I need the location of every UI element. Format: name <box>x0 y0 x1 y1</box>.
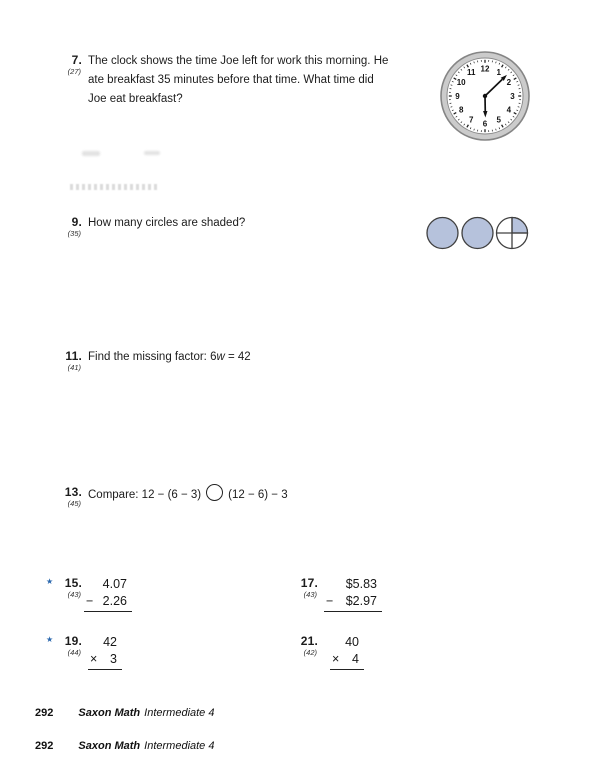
math-variable: w <box>216 351 225 363</box>
problem-number: 17. <box>300 576 318 590</box>
comparison-circle <box>206 484 223 501</box>
problem-21 <box>292 634 318 657</box>
stacked-subtraction <box>324 576 382 612</box>
subtrahend-line <box>324 593 382 612</box>
problem-number: 9. <box>71 215 82 229</box>
problem-reference: (44) <box>67 648 81 657</box>
problem-text <box>88 484 448 505</box>
problem-text <box>88 214 388 233</box>
operator-sign: × <box>90 652 98 666</box>
operand: $2.97 <box>345 594 377 608</box>
problem-text <box>88 52 418 109</box>
stacked-subtraction <box>84 576 132 612</box>
problem-number: 7. <box>71 53 82 67</box>
problem-text <box>88 348 418 367</box>
svg-text:12: 12 <box>480 64 490 74</box>
problem-number-column <box>56 349 82 372</box>
footer-book-title <box>78 740 214 752</box>
shaded-circle <box>427 218 458 249</box>
page-footer <box>35 707 214 719</box>
problem-text-line: How many circles are shaded? <box>88 217 246 229</box>
svg-text:4: 4 <box>506 105 512 115</box>
quarter-shaded-circle <box>497 218 528 249</box>
footer-page-number: 292 <box>35 740 54 752</box>
problem-text-segment: Find the missing factor: 6 <box>88 351 217 363</box>
problem-number: 13. <box>64 485 82 499</box>
problem-reference: (41) <box>67 363 81 372</box>
problem-number-column <box>46 634 82 657</box>
operand: 3 <box>110 652 117 666</box>
problem-7 <box>56 53 418 109</box>
stacked-multiplication <box>330 634 364 670</box>
footer-book-title <box>78 707 214 719</box>
problem-number: 19. <box>64 634 82 648</box>
problem-text-line: Joe eat breakfast? <box>88 93 183 105</box>
minuend: 4.07 <box>102 577 127 591</box>
problem-number: 11. <box>65 349 82 363</box>
shaded-circle <box>462 218 493 249</box>
operand: 4 <box>352 652 359 666</box>
problem-number-column <box>56 485 82 508</box>
problem-reference: (35) <box>67 229 81 238</box>
problem-reference: (43) <box>67 590 81 599</box>
star-icon: ★ <box>46 577 54 586</box>
problem-text-segment: (12 − 6) − 3 <box>228 489 288 501</box>
svg-text:10: 10 <box>456 78 466 88</box>
shaded-circles-figure <box>425 213 531 253</box>
svg-text:7: 7 <box>469 115 474 125</box>
footer-series-title: Saxon Math <box>78 707 141 719</box>
svg-text:6: 6 <box>482 119 488 129</box>
problem-number: 21. <box>300 634 318 648</box>
svg-text:11: 11 <box>467 67 476 77</box>
problem-number-column <box>292 634 318 657</box>
footer-series-title: Saxon Math <box>78 740 141 752</box>
problem-text-segment: Compare: 12 − (6 − 3) <box>88 489 202 501</box>
svg-text:3: 3 <box>510 91 515 101</box>
scan-artifact <box>144 151 160 155</box>
svg-text:2: 2 <box>506 78 512 88</box>
problem-reference: (43) <box>303 590 317 599</box>
minuend: $5.83 <box>345 577 377 591</box>
operator-sign: − <box>86 594 94 608</box>
problem-number-column <box>46 576 82 599</box>
operator-sign: − <box>326 594 334 608</box>
multiplicand: 40 <box>345 635 359 649</box>
problem-9 <box>56 215 388 238</box>
problem-number-column <box>56 53 82 76</box>
stacked-multiplication <box>88 634 122 670</box>
scan-artifact <box>70 184 158 190</box>
problem-19 <box>46 634 82 657</box>
problem-reference: (42) <box>303 648 317 657</box>
problem-11 <box>56 349 418 372</box>
svg-text:9: 9 <box>455 91 460 101</box>
operand: 2.26 <box>102 594 127 608</box>
problem-text-segment: = 42 <box>224 351 251 363</box>
problem-text-line: ate breakfast 35 minutes before that time. What time did <box>88 74 374 86</box>
footer-edition: Intermediate 4 <box>144 740 215 752</box>
problem-13 <box>56 485 448 508</box>
page-footer <box>35 740 214 752</box>
problem-15 <box>46 576 82 599</box>
svg-text:8: 8 <box>458 105 464 115</box>
problem-number-column <box>56 215 82 238</box>
scan-artifact <box>82 151 100 156</box>
svg-text:5: 5 <box>496 115 501 125</box>
footer-page-number: 292 <box>35 707 54 719</box>
problem-reference: (27) <box>67 67 81 76</box>
problem-17 <box>292 576 318 599</box>
problem-number: 15. <box>64 576 82 590</box>
shaded-quarter <box>512 218 528 234</box>
multiplier-line <box>330 651 364 670</box>
multiplier-line <box>88 651 122 670</box>
problem-reference: (45) <box>67 499 81 508</box>
svg-text:1: 1 <box>496 67 501 77</box>
clock-figure <box>437 50 533 142</box>
operator-sign: × <box>332 652 340 666</box>
footer-edition: Intermediate 4 <box>144 707 215 719</box>
problem-text-line: The clock shows the time Joe left for work this morning. He <box>88 55 389 67</box>
star-icon: ★ <box>46 635 54 644</box>
problem-number-column <box>292 576 318 599</box>
multiplicand: 42 <box>103 635 117 649</box>
subtrahend-line <box>84 593 132 612</box>
